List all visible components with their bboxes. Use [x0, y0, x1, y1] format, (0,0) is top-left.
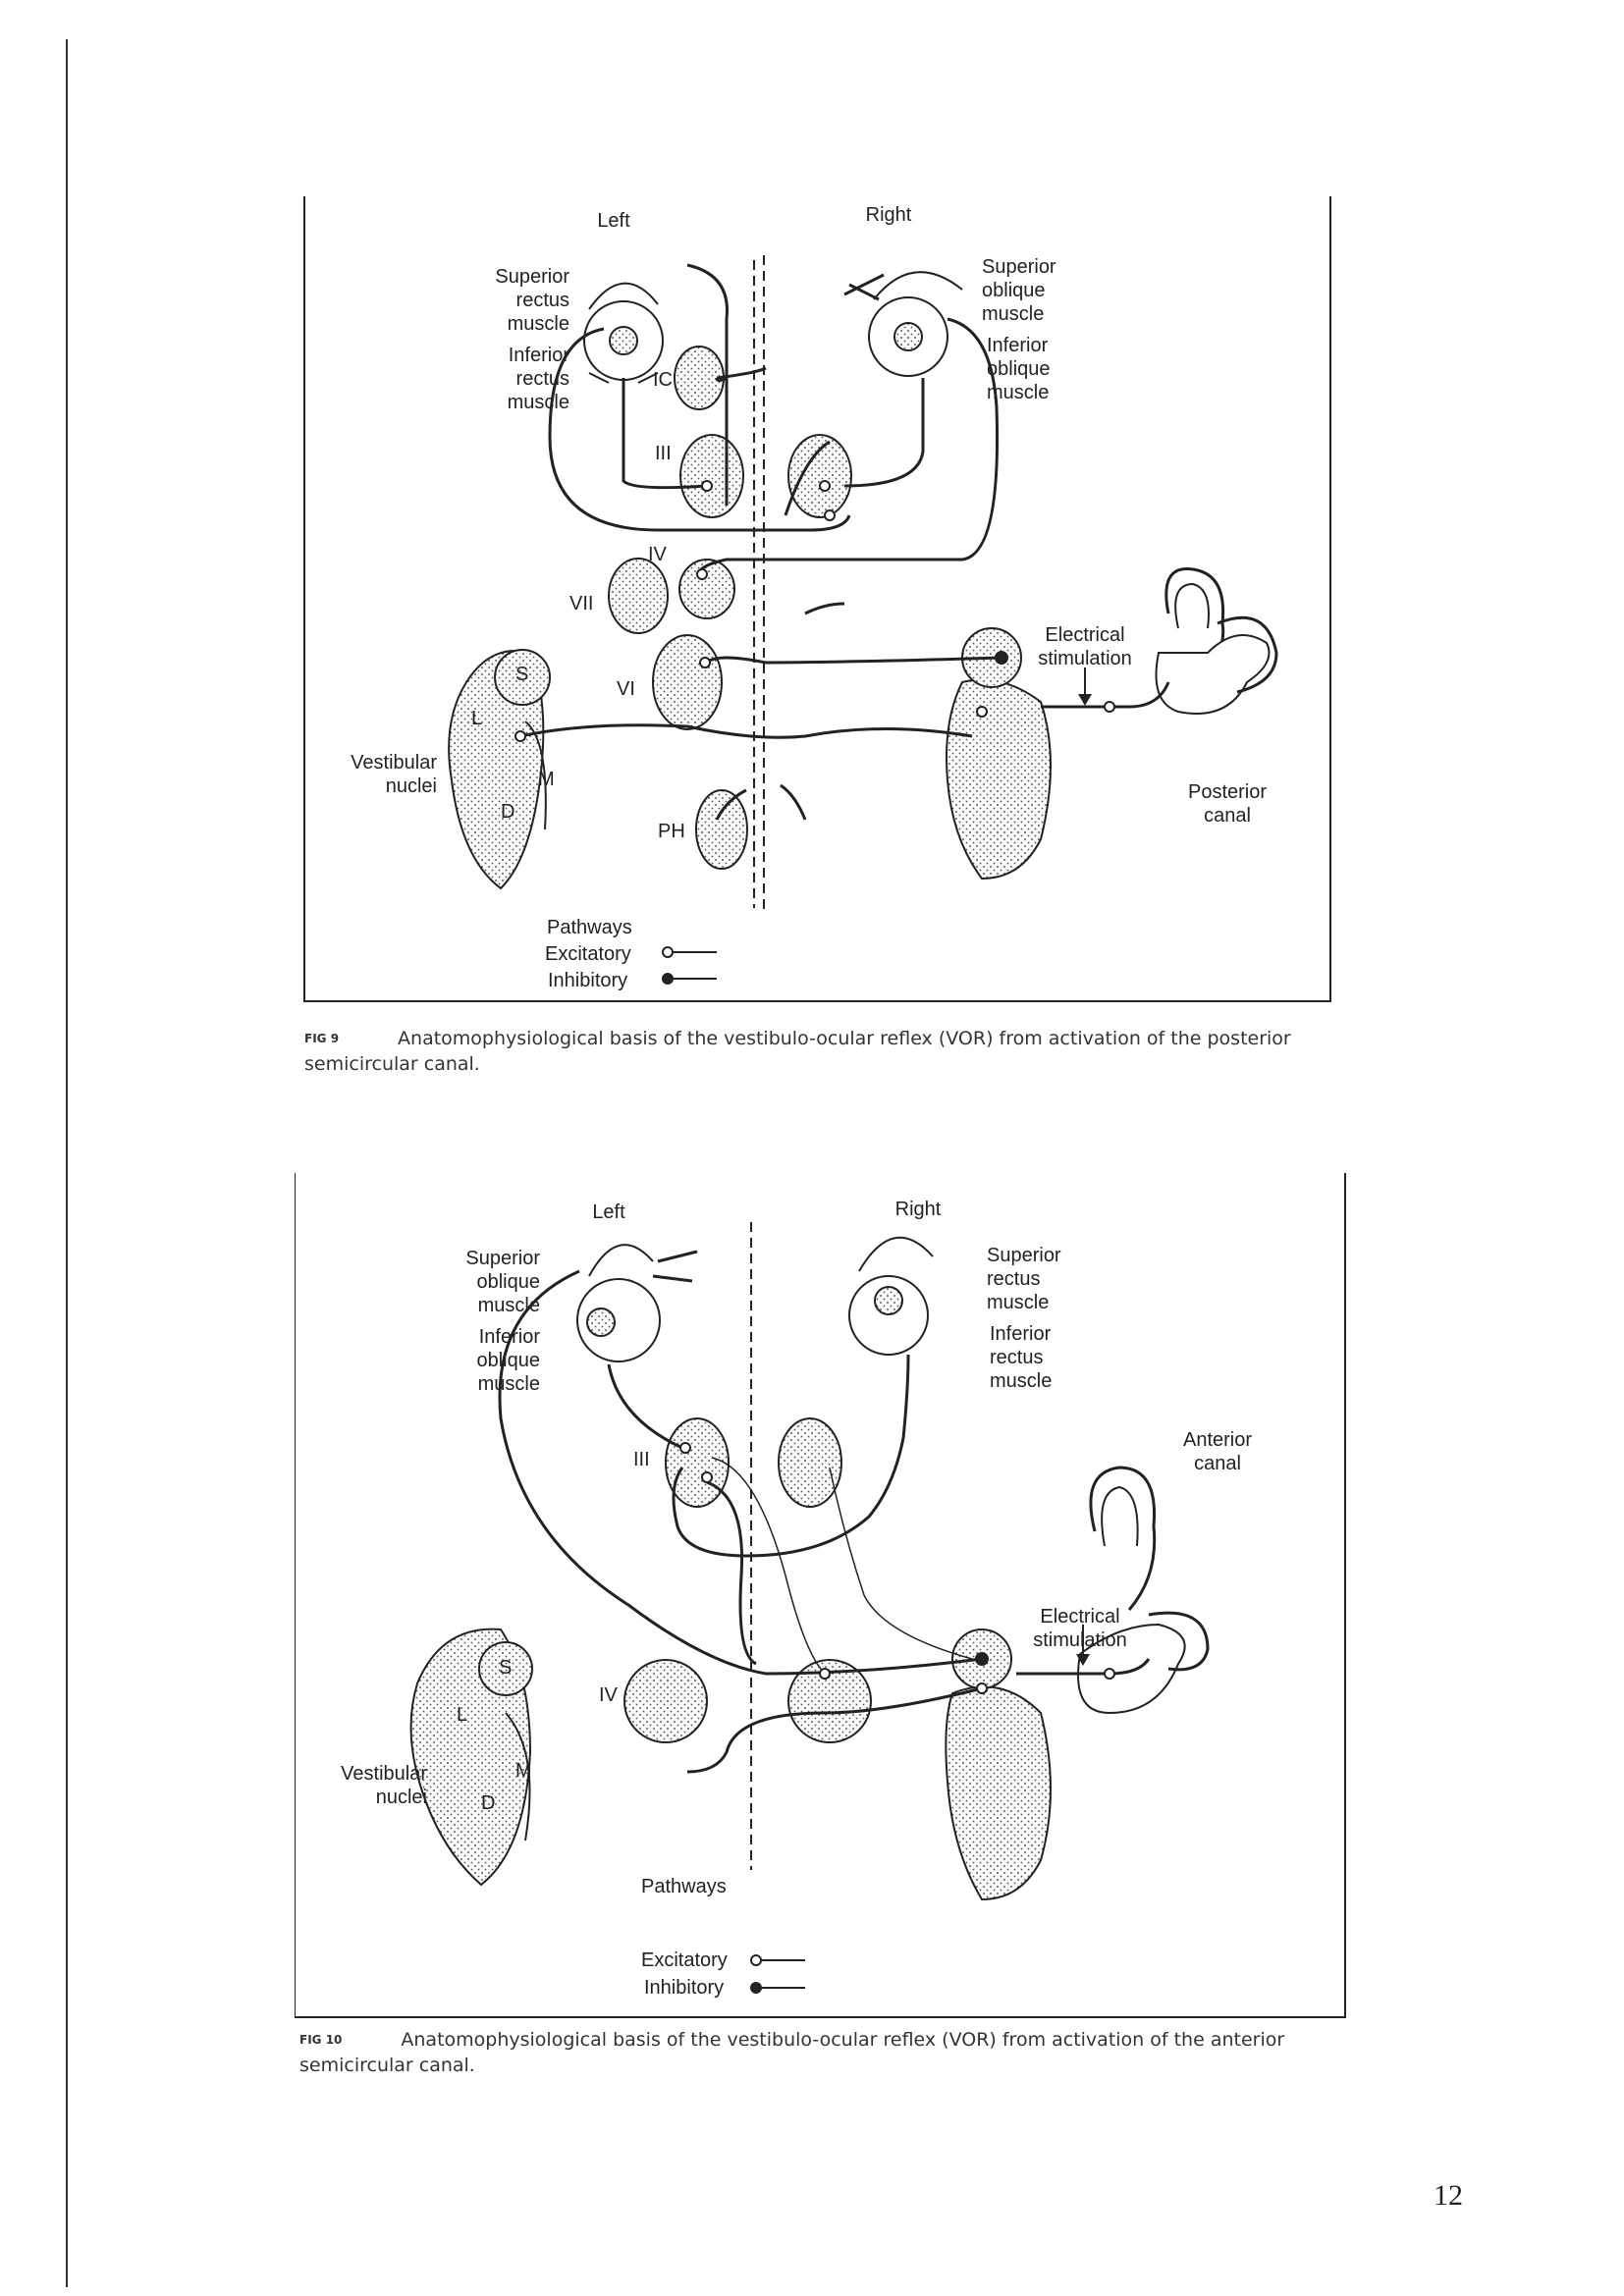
label-inferior-oblique: Inferior oblique muscle [476, 1326, 540, 1395]
label-m: M [538, 769, 555, 790]
anterior-canal [1078, 1468, 1208, 1713]
nucleus-iii-right [779, 1418, 841, 1507]
label-inhibitory: Inhibitory [644, 1977, 725, 1999]
figure-10-caption [299, 2027, 1340, 2078]
label-l: L [457, 1704, 468, 1726]
label-excitatory: Excitatory [641, 1949, 728, 1971]
label-vi: VI [617, 678, 635, 700]
left-eye [577, 1245, 697, 1362]
figure-10-number: FIG 10 [299, 2033, 343, 2047]
label-l: L [471, 708, 483, 729]
label-ic: IC [653, 369, 673, 391]
label-superior-oblique: Superior oblique muscle [982, 256, 1056, 325]
label-d: D [501, 801, 515, 823]
left-eye [584, 284, 663, 383]
label-s: S [515, 664, 529, 685]
right-vestibular-complex [946, 1629, 1051, 1899]
figure-9-caption-text: Anatomophysiological basis of the vestibulo-ocular reflex (VOR) from activation of the posterior semicircular canal. [304, 1028, 1291, 1075]
figure-9-number: FIG 9 [304, 1032, 340, 1045]
nucleus-iv [679, 560, 734, 618]
nucleus-iii-left [680, 435, 743, 517]
figure-10-caption-text: Anatomophysiological basis of the vestibulo-ocular reflex (VOR) from activation of the anterior semicircular canal. [299, 2029, 1285, 2076]
nucleus-vii [609, 559, 668, 633]
label-canal: Posterior canal [1187, 781, 1268, 827]
label-iv: IV [599, 1684, 618, 1706]
page-number: 12 [1434, 2179, 1463, 2212]
posterior-canal [1157, 569, 1277, 714]
label-electrical-stimulation: Electrical stimulation [1038, 624, 1132, 669]
label-left: Left [592, 1201, 625, 1223]
label-s: S [499, 1657, 513, 1679]
label-electrical-stimulation: Electrical stimulation [1033, 1606, 1127, 1651]
right-eye [849, 1238, 933, 1355]
synapse-markers [680, 1443, 1114, 1693]
label-d: D [481, 1792, 496, 1814]
label-iv: IV [648, 544, 667, 565]
label-left: Left [597, 210, 630, 232]
label-inferior-rectus: Inferior rectus muscle [990, 1323, 1053, 1392]
nucleus-iii-right [788, 435, 851, 517]
label-ph: PH [658, 821, 685, 842]
label-vestibular-nuclei: Vestibular nuclei [351, 752, 437, 797]
label-m: M [515, 1760, 532, 1782]
label-iii: III [633, 1449, 650, 1470]
legend-symbols [663, 947, 717, 984]
label-right: Right [894, 1199, 942, 1220]
label-vestibular-nuclei: Vestibular nuclei [341, 1763, 427, 1808]
label-iii: III [655, 443, 672, 464]
label-inferior-rectus: Inferior rectus muscle [507, 345, 569, 413]
legend-symbols [751, 1955, 805, 1993]
nucleus-ph [696, 790, 747, 869]
label-inferior-oblique: Inferior oblique muscle [987, 335, 1051, 403]
label-right: Right [865, 204, 912, 226]
nucleus-iv-left [624, 1660, 707, 1742]
left-vestibular-complex [449, 650, 550, 888]
label-canal: Anterior canal [1182, 1429, 1253, 1474]
figure-10 [295, 1163, 1355, 2027]
label-pathways: Pathways [641, 1876, 727, 1897]
label-superior-rectus: Superior rectus muscle [987, 1245, 1061, 1313]
figure-9-caption [304, 1026, 1335, 1077]
nucleus-vi [653, 635, 722, 729]
label-excitatory: Excitatory [545, 943, 631, 965]
label-superior-oblique: Superior oblique muscle [465, 1248, 540, 1316]
right-eye [844, 272, 962, 376]
label-vii: VII [569, 593, 594, 614]
label-superior-rectus: Superior rectus muscle [495, 266, 569, 335]
left-vestibular-complex [411, 1629, 532, 1885]
page-margin-line [66, 39, 68, 2287]
label-pathways: Pathways [547, 917, 632, 938]
label-inhibitory: Inhibitory [548, 970, 628, 991]
